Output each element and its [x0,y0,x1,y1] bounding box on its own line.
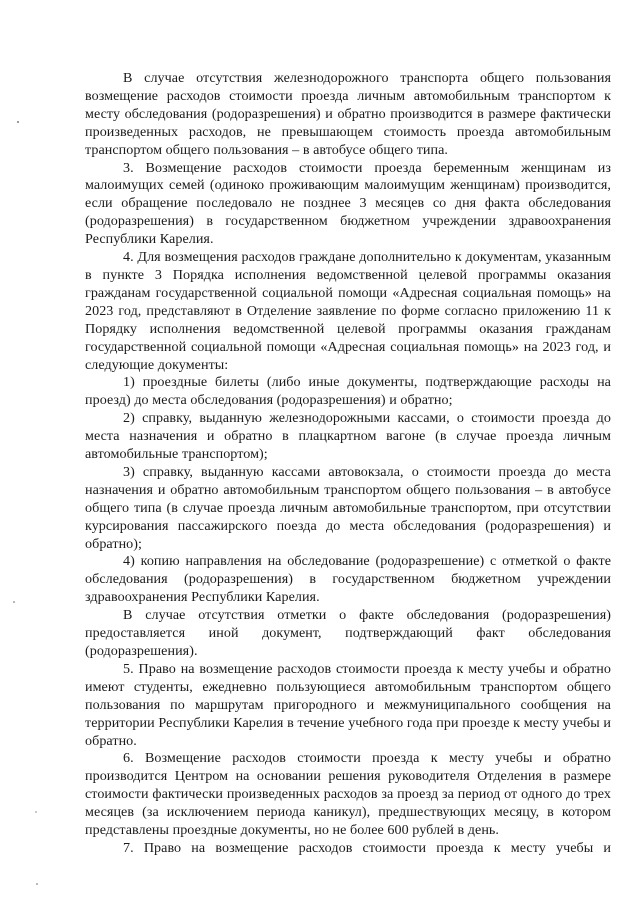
paragraph-item-5: 5. Право на возмещение расходов стоимости проезда к месту учебы и обратно имеют студенты, ежедневно пользующиеся автомобильным транспортом общего пользования по маршрутам пригородного и межмуниципального сообщения на территории Республики Карелия в течение учебного года при проезде к месту учебы и обратно. [85,660,611,749]
paragraph-item-6: 6. Возмещение расходов стоимости проезда к месту учебы и обратно производится Центром на основании решения руководителя Отделения в размере стоимости фактически произведенных расходов за проезд за период от одного до трех месяцев (за исключением периода каникул), предшествующих месяцу, в котором представлены проездные документы, но не более 600 рублей в день. [85,750,611,839]
scan-speck [13,601,15,603]
paragraph-item-3: 3. Возмещение расходов стоимости проезда беременным женщинам из малоимущих семей (одиноко проживающим малоимущим женщинам) производится, если обращение последовало не позднее 3 месяцев со дня факта обследования (родоразрешения) в государственном бюджетном учреждении здравоохранения Республики Карелия. [85,159,611,248]
list-item-2-railway-certificate: 2) справку, выданную железнодорожными кассами, о стоимости проезда до места назначения и обратно в плацкартном вагоне (в случае проезда личным автомобильные транспортом); [85,410,611,463]
list-item-3-bus-station-certificate: 3) справку, выданную кассами автовокзала, о стоимости проезда до места назначения и обратно автомобильным транспортом общего пользования – в автобусе общего типа (в случае проезда личным автомобильные транспортом, при отсутствии курсирования пассажирского поезда до места обследования (родоразрешения) и обратно); [85,463,611,552]
paragraph-no-mark-case: В случае отсутствия отметки о факте обследования (родоразрешения) предоставляется иной документ, подтверждающий факт обследования (родоразрешения). [85,607,611,659]
paragraph-private-car-transport: В случае отсутствия железнодорожного транспорта общего пользования возмещение расходов стоимости проезда личным автомобильным транспортом к месту обследования (родоразрешения) и обратно производится в размере фактически произведенных расходов, не превышающем стоимость проезда автомобильным транспортом общего пользования – в автобусе общего типа. [85,70,611,158]
scan-speck [35,811,36,812]
scan-speck [36,883,38,885]
paragraph-item-7-start: 7. Право на возмещение расходов стоимости проезда к месту учебы и [123,839,611,856]
scan-speck [17,121,19,123]
list-item-1-tickets: 1) проездные билеты (либо иные документы, подтверждающие расходы на проезд) до места обследования (родоразрешения) и обратно; [85,374,611,409]
document-page [85,70,611,858]
list-item-4-referral-copy: 4) копию направления на обследование (родоразрешение) с отметкой о факте обследования (родоразрешения) в государственном бюджетном учреждении здравоохранения Республики Карелия. [85,553,611,606]
paragraph-item-4: 4. Для возмещения расходов граждане дополнительно к документам, указанным в пункте 3 Порядка исполнения ведомственной целевой программы оказания гражданам государственной социальной помощи «Адресная социальная помощь» на 2023 год, представляют в Отделение заявление по форме согласно приложению 11 к Порядку исполнения ведомственной целевой программы оказания гражданам государственной социальной помощи «Адресная социальная помощь» на 2023 год, и следующие документы: [85,249,611,373]
